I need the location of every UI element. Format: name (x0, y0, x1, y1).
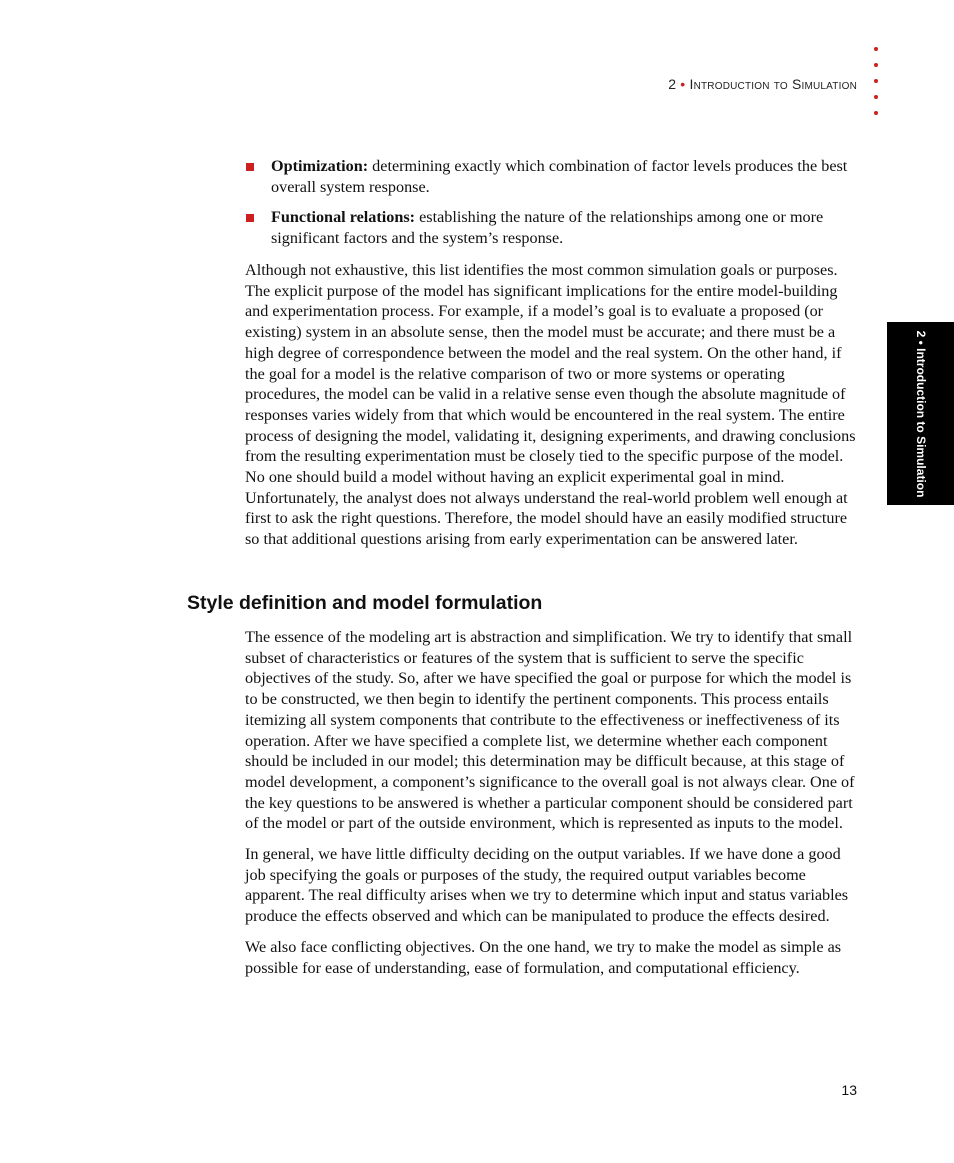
side-tab-label: 2 • Introduction to Simulation (913, 330, 928, 497)
body-text-block (245, 260, 857, 560)
square-bullet-icon (246, 163, 254, 171)
bullet-text: establishing the nature of the relationships among one or more significant factors and the system’s response. (271, 208, 824, 248)
section-heading: Style definition and model formulation (187, 592, 543, 614)
bullet-lead-term: Optimization: (271, 157, 369, 175)
list-item (245, 207, 857, 248)
chapter-side-tab (887, 322, 954, 505)
dot-icon (874, 47, 878, 51)
chapter-title: Introduction to Simulation (689, 76, 857, 92)
page-number: 13 (841, 1082, 857, 1098)
body-paragraph: In general, we have little difficulty deciding on the output variables. If we have done a good job specifying the goals or purposes of the study, the required output variables become apparent. The real difficulty arises when we try to determine which input and status variables produce the effects observed and which can be manipulated to produce the effects desired. (245, 845, 849, 926)
body-paragraph: Although not exhaustive, this list identifies the most common simulation goals or purposes. The explicit purpose of the model has significant implications for the entire model-building and experimentation process. For example, if a model’s goal is to evaluate a proposed (or existing) system in an absolute sense, then the model must be accurate; and there must be a high degree of correspondence between the model and the real system. On the other hand, if the goal for a model is the relative comparison of two or more systems or operating procedures, the model can be valid in a relative sense even though the absolute magnitude of responses varies widely from that which would be encountered in the real system. The entire process of designing the model, validating it, designing experiments, and drawing conclusions from the resulting experimentation must be closely tied to the specific purpose of the model. No one should build a model without having an explicit experimental goal in mind. Unfortunately, the analyst does not always understand the real-world problem well enough at first to ask the right questions. Therefore, the model should have an easily modified structure so that additional questions arising from early experimentation can be answered later. (245, 261, 856, 549)
body-text-block (245, 627, 857, 988)
square-bullet-icon (246, 214, 254, 222)
list-item (245, 156, 857, 197)
header-bullet: • (680, 76, 686, 92)
chapter-number: 2 (668, 76, 677, 92)
body-paragraph: The essence of the modeling art is abstraction and simplification. We try to identify that small subset of characteristics or features of the system that is sufficient to serve the specific objectives of the study. So, after we have specified the goal or purpose for which the model is to be constructed, we then begin to identify the pertinent components. This process entails itemizing all system components that contribute to the effectiveness or ineffectiveness of its operation. After we have specified a complete list, we determine whether each component should be included in our model; this determination may be difficult because, at this stage of model development, a component’s significance to the overall goal is not always clear. One of the key questions to be answered is whether a particular component should be considered part of the model or part of the outside environment, which is represented as inputs to the model. (245, 628, 855, 833)
bullet-list (245, 156, 857, 259)
bullet-text: determining exactly which combination of factor levels produces the best overall system response. (271, 157, 848, 196)
dot-icon (874, 63, 878, 67)
dot-icon (874, 95, 878, 99)
body-paragraph: We also face conflicting objectives. On the one hand, we try to make the model as simple as possible for ease of understanding, ease of formulation, and computational efficiency. (245, 937, 842, 977)
running-header (668, 76, 857, 92)
dot-icon (874, 111, 878, 115)
dot-icon (874, 79, 878, 83)
bullet-lead-term: Functional relations: (271, 208, 416, 227)
